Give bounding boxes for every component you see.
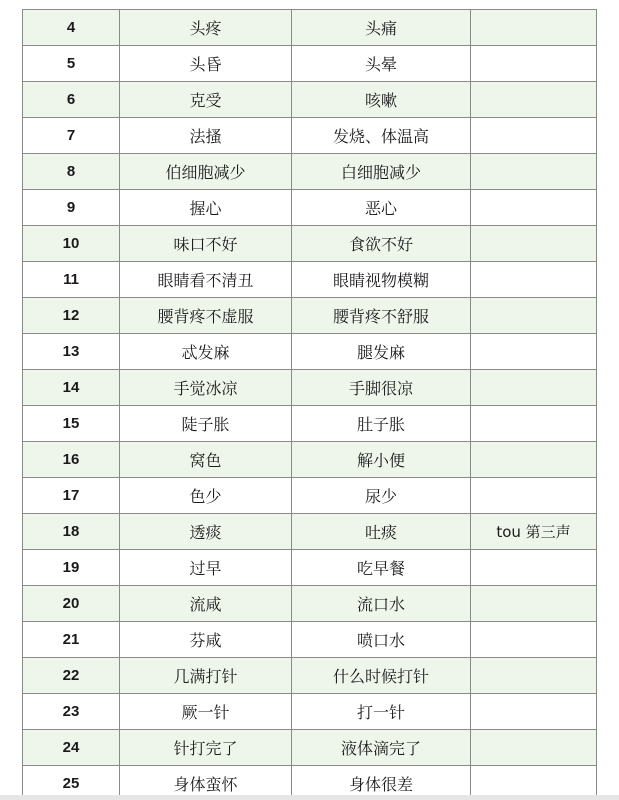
dialect-term-cell: 味口不好	[120, 226, 292, 262]
standard-term-cell: 液体滴完了	[292, 730, 471, 766]
row-number-cell: 7	[23, 118, 120, 154]
standard-term-cell: 喷口水	[292, 622, 471, 658]
row-number-cell: 12	[23, 298, 120, 334]
table-row	[23, 730, 597, 766]
table-row	[23, 694, 597, 730]
dialect-term-cell: 忒发麻	[120, 334, 292, 370]
standard-term-cell: 肚子胀	[292, 406, 471, 442]
note-cell	[471, 622, 597, 658]
standard-term-cell: 咳嗽	[292, 82, 471, 118]
standard-term-cell: 腰背疼不舒服	[292, 298, 471, 334]
table-row	[23, 370, 597, 406]
note-cell	[471, 46, 597, 82]
note-cell	[471, 154, 597, 190]
note-cell	[471, 406, 597, 442]
note-cell	[471, 298, 597, 334]
dialect-term-cell: 厥一针	[120, 694, 292, 730]
standard-term-cell: 吐痰	[292, 514, 471, 550]
standard-term-cell: 头痛	[292, 10, 471, 46]
dialect-term-cell: 头疼	[120, 10, 292, 46]
row-number-cell: 17	[23, 478, 120, 514]
dialect-term-cell: 眼睛看不清丑	[120, 262, 292, 298]
note-cell	[471, 370, 597, 406]
note-cell	[471, 694, 597, 730]
row-number-cell: 14	[23, 370, 120, 406]
standard-term-cell: 头晕	[292, 46, 471, 82]
table-row	[23, 658, 597, 694]
dialect-term-cell: 身体蛮怀	[120, 766, 292, 800]
table-row	[23, 550, 597, 586]
row-number-cell: 15	[23, 406, 120, 442]
row-number-cell: 6	[23, 82, 120, 118]
table-row	[23, 622, 597, 658]
row-number-cell: 24	[23, 730, 120, 766]
note-cell	[471, 82, 597, 118]
note-cell	[471, 226, 597, 262]
note-cell	[471, 550, 597, 586]
note-cell	[471, 118, 597, 154]
standard-term-cell: 白细胞减少	[292, 154, 471, 190]
row-number-cell: 18	[23, 514, 120, 550]
dialect-term-cell: 窝色	[120, 442, 292, 478]
standard-term-cell: 尿少	[292, 478, 471, 514]
row-number-cell: 23	[23, 694, 120, 730]
table-row	[23, 406, 597, 442]
dialect-term-cell: 头昏	[120, 46, 292, 82]
row-number-cell: 13	[23, 334, 120, 370]
page-bottom-edge	[0, 795, 619, 800]
dialect-term-cell: 针打完了	[120, 730, 292, 766]
note-cell	[471, 10, 597, 46]
table-row	[23, 442, 597, 478]
table-row	[23, 334, 597, 370]
row-number-cell: 11	[23, 262, 120, 298]
note-cell	[471, 658, 597, 694]
row-number-cell: 5	[23, 46, 120, 82]
dialect-term-cell: 腰背疼不虚服	[120, 298, 292, 334]
note-cell	[471, 478, 597, 514]
table-row	[23, 118, 597, 154]
note-cell	[471, 730, 597, 766]
row-number-cell: 22	[23, 658, 120, 694]
standard-term-cell: 手脚很凉	[292, 370, 471, 406]
table-body	[23, 10, 597, 800]
standard-term-cell: 身体很差	[292, 766, 471, 800]
table-row	[23, 262, 597, 298]
table-row	[23, 478, 597, 514]
standard-term-cell: 食欲不好	[292, 226, 471, 262]
note-cell	[471, 262, 597, 298]
dialect-term-cell: 几满打针	[120, 658, 292, 694]
table-row	[23, 190, 597, 226]
table-row	[23, 10, 597, 46]
note-cell	[471, 586, 597, 622]
table-row	[23, 514, 597, 550]
row-number-cell: 19	[23, 550, 120, 586]
table-row	[23, 82, 597, 118]
row-number-cell: 25	[23, 766, 120, 800]
row-number-cell: 10	[23, 226, 120, 262]
dialect-term-cell: 克受	[120, 82, 292, 118]
note-cell: tou 第三声	[471, 514, 597, 550]
dialect-term-cell: 过早	[120, 550, 292, 586]
row-number-cell: 4	[23, 10, 120, 46]
dialect-term-cell: 手觉冰凉	[120, 370, 292, 406]
dialect-term-cell: 陡子胀	[120, 406, 292, 442]
dialect-term-cell: 握心	[120, 190, 292, 226]
dialect-term-cell: 色少	[120, 478, 292, 514]
row-number-cell: 16	[23, 442, 120, 478]
note-cell	[471, 190, 597, 226]
dialect-term-cell: 流咸	[120, 586, 292, 622]
table-row	[23, 298, 597, 334]
standard-term-cell: 吃早餐	[292, 550, 471, 586]
standard-term-cell: 什么时候打针	[292, 658, 471, 694]
standard-term-cell: 打一针	[292, 694, 471, 730]
standard-term-cell: 腿发麻	[292, 334, 471, 370]
note-cell	[471, 334, 597, 370]
standard-term-cell: 发烧、体温高	[292, 118, 471, 154]
table-row	[23, 154, 597, 190]
table-row	[23, 586, 597, 622]
row-number-cell: 8	[23, 154, 120, 190]
dialect-term-cell: 法搔	[120, 118, 292, 154]
standard-term-cell: 恶心	[292, 190, 471, 226]
standard-term-cell: 眼睛视物模糊	[292, 262, 471, 298]
standard-term-cell: 流口水	[292, 586, 471, 622]
standard-term-cell: 解小便	[292, 442, 471, 478]
row-number-cell: 21	[23, 622, 120, 658]
row-number-cell: 20	[23, 586, 120, 622]
row-number-cell: 9	[23, 190, 120, 226]
dialect-term-cell: 芬咸	[120, 622, 292, 658]
dialect-vocabulary-table	[22, 9, 597, 800]
dialect-term-cell: 伯细胞减少	[120, 154, 292, 190]
table-row	[23, 226, 597, 262]
note-cell	[471, 442, 597, 478]
dialect-term-cell: 透痰	[120, 514, 292, 550]
table-row	[23, 46, 597, 82]
